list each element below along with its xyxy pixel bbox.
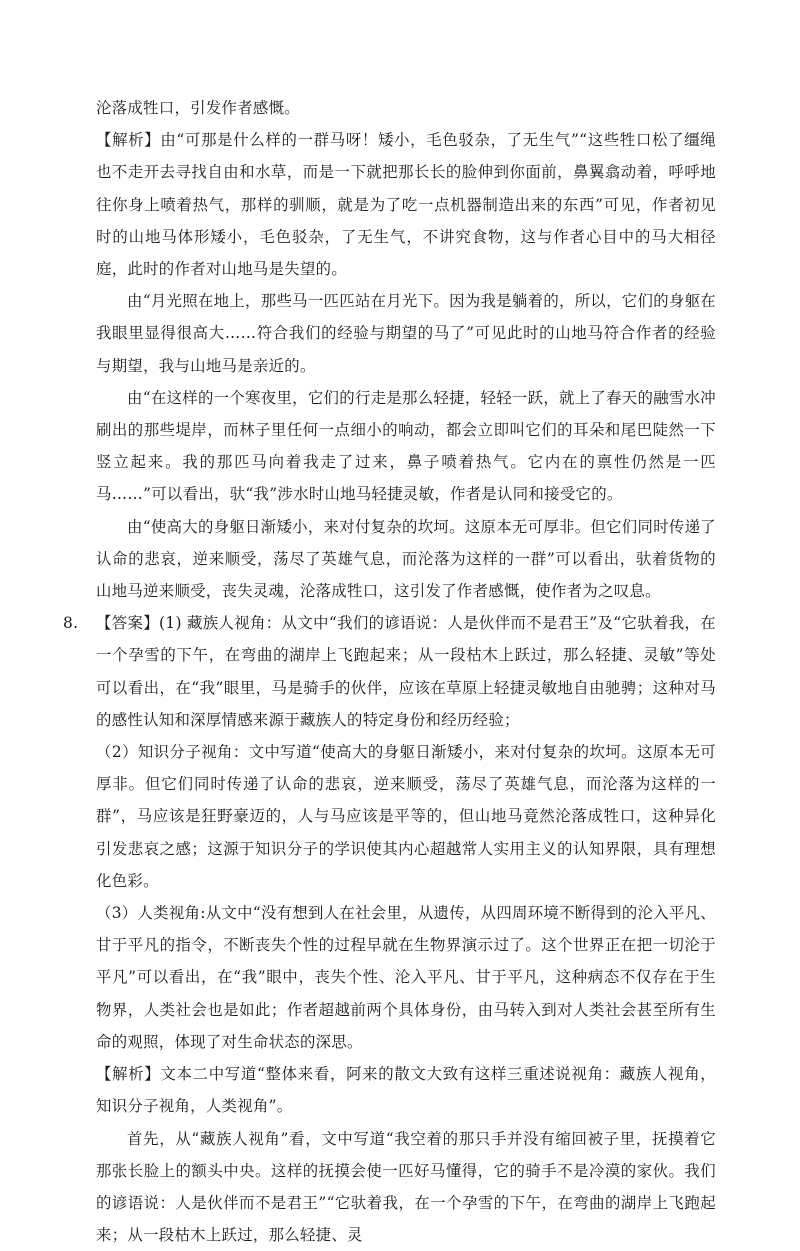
question-8-answer: [96, 607, 716, 736]
paragraph-analysis-2: 由“月光照在地上，那些马一匹匹站在月光下。因为我是躺着的，所以，它们的身躯在我眼里显得很高大……符合我们的经验与期望的马了”可见此时的山地马符合作者的经验与期望，我与山地马是亲近的。: [96, 285, 716, 382]
paragraph-analysis-4: 由“使高大的身躯日渐矮小，来对付复杂的坎坷。这原本无可厚非。但它们同时传递了认命的悲哀，逆来顺受，荡尽了英雄气息，而沦落为这样的一群”可以看出，驮着货物的山地马逆来顺受，丧失灵魂，沦落成牲口，这引发了作者感慨，使作者为之叹息。: [96, 511, 716, 608]
answer-part-2: （2）知识分子视角：文中写道“使高大的身躯日渐矮小，来对付复杂的坎坷。这原本无可厚非。但它们同时传递了认命的悲哀，逆来顺受，荡尽了英雄气息，而沦落为这样的一群”，马应该是狂野豪迈的，人与马应该是平等的，但山地马竟然沦落成牲口，这种异化引发悲哀之感；这源于知识分子的学识使其内心超越常人实用主义的认知界限，具有理想化色彩。: [96, 736, 716, 897]
question-number: 8.: [63, 607, 78, 639]
paragraph-analysis-3: 由“在这样的一个寒夜里，它们的行走是那么轻捷，轻轻一跃，就上了春天的融雪水冲刷出的那些堤岸，而林子里任何一点细小的响动，都会立即叫它们的耳朵和尾巴陡然一下竖立起来。我的那匹马向着我走了过来，鼻子喷着热气。它内在的禀性仍然是一匹马……”可以看出，驮“我”涉水时山地马轻捷灵敏，作者是认同和接受它的。: [96, 382, 716, 511]
answer-part-1: 【答案】(1) 藏族人视角：从文中“我们的谚语说：人是伙伴而不是君王”及“它驮着我，在一个孕雪的下午，在弯曲的湖岸上飞跑起来；从一段枯木上跃过，那么轻捷、灵敏”等处可以看出，在“我”眼里，马是骑手的伙伴，应该在草原上轻捷灵敏地自由驰骋；这种对马的感性认知和深厚情感来源于藏族人的特定身份和经历经验；: [96, 607, 716, 736]
paragraph-analysis-1: 【解析】由“可那是什么样的一群马呀！矮小，毛色驳杂，了无生气”“这些牲口松了缰绳也不走开去寻找自由和水草，而是一下就把那长长的脸伸到你面前，鼻翼翕动着，呼呼地往你身上喷着热气，那样的驯顺，就是为了吃一点机器制造出来的东西”可见，作者初见时的山地马体形矮小，毛色驳杂，了无生气，不讲究食物，这与作者心目中的马大相径庭，此时的作者对山地马是失望的。: [96, 124, 716, 285]
answer-part-3: （3）人类视角:从文中“没有想到人在社会里，从遗传，从四周环境不断得到的沦入平凡、甘于平凡的指令，不断丧失个性的过程早就在生物界演示过了。这个世界正在把一切沦于平凡”可以看出，在“我”眼中，丧失个性、沦入平凡、甘于平凡，这种病态不仅存在于生物界，人类社会也是如此；作者超越前两个具体身份，由马转入到对人类社会甚至所有生命的观照，体现了对生命状态的深思。: [96, 897, 716, 1058]
paragraph-continuation: 沦落成牲口，引发作者感慨。: [96, 92, 716, 124]
document-page: [96, 92, 716, 1251]
paragraph-analysis-6: 首先，从“藏族人视角”看，文中写道“我空着的那只手并没有缩回被子里，抚摸着它那张长脸上的额头中央。这样的抚摸会使一匹好马懂得，它的骑手不是冷漠的家伙。我们的谚语说：人是伙伴而不是君王”“它驮着我，在一个孕雪的下午，在弯曲的湖岸上飞跑起来；从一段枯木上跃过，那么轻捷、灵: [96, 1123, 716, 1251]
paragraph-analysis-5: 【解析】文本二中写道“整体来看，阿来的散文大致有这样三重述说视角：藏族人视角，知识分子视角，人类视角”。: [96, 1058, 716, 1122]
